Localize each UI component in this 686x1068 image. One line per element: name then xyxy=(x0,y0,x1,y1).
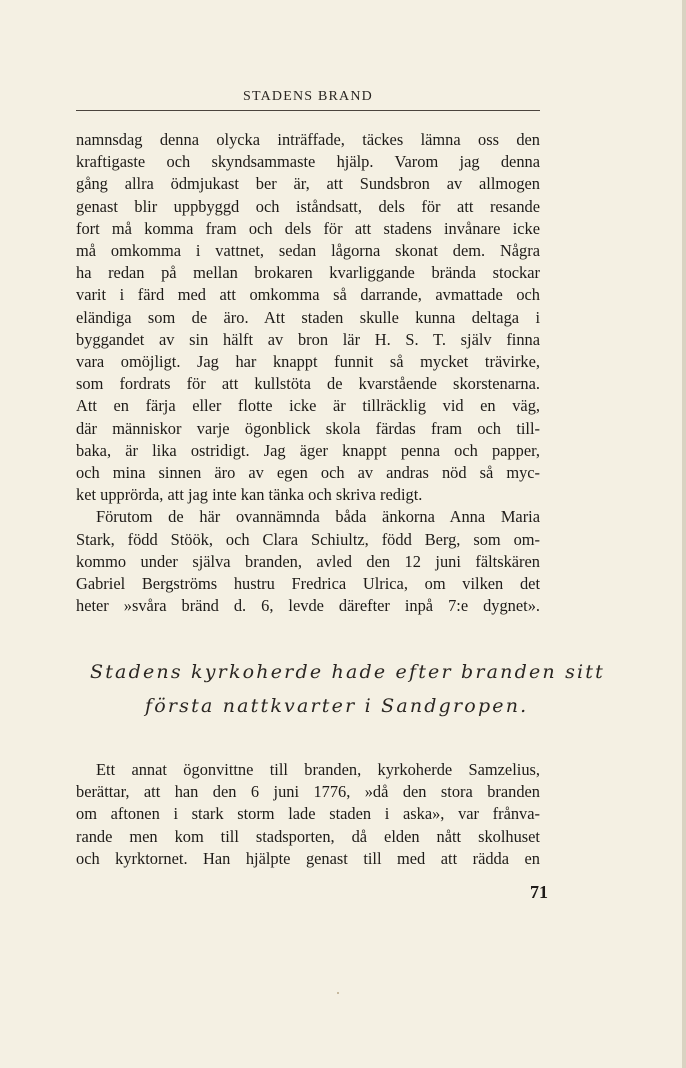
text-line: varit i färd med att omkomma så darrande, avmattade och xyxy=(76,285,540,305)
text-line: Gabriel Bergströms hustru Fredrica Ulrica, om vilken det xyxy=(76,574,540,594)
text-line: genast blir uppbyggd och iståndsatt, dels för att resande xyxy=(76,196,540,216)
text-line: kommo under själva branden, avled den 12 juni fältskären xyxy=(76,551,540,571)
text-line: Att en färja eller flotte icke är tillräcklig vid en väg, xyxy=(76,396,540,416)
text-line: byggandet av sin hälft av bron lär H. S. T. själv finna xyxy=(76,329,540,349)
section-heading xyxy=(90,655,605,723)
page-edge xyxy=(682,0,686,1068)
text-line: ket upprörda, att jag inte kan tänka och skriva redigt. xyxy=(76,485,423,505)
page-number: 71 xyxy=(530,882,548,902)
section-heading-line: Stadens kyrkoherde hade efter branden sitt xyxy=(90,661,605,683)
body-text-top xyxy=(76,129,540,617)
paragraph-eyewitness xyxy=(76,759,540,870)
text-line: fort må komma fram och dels för att stadens invånare icke xyxy=(76,218,540,238)
text-line: namnsdag denna olycka inträffade, täckes lämna oss den xyxy=(76,130,540,149)
text-line: heter »svåra bränd d. 6, levde därefter inpå 7:e dygnet». xyxy=(76,596,540,616)
paragraph-widows xyxy=(76,506,540,617)
text-line: eländiga som de äro. Att staden skulle kunna deltaga i xyxy=(76,307,540,327)
text-line: vara omöjligt. Jag har knappt funnit så mycket trävirke, xyxy=(76,352,540,372)
text-line: gång allra ödmjukast ber är, att Sundsbron av allmogen xyxy=(76,174,540,194)
text-line: Stark, född Stöök, och Clara Schiultz, född Berg, som om- xyxy=(76,529,540,549)
paragraph-continued xyxy=(76,129,540,506)
paper-speck xyxy=(337,992,339,994)
section-heading-line: första nattkvarter i Sandgropen. xyxy=(145,695,529,717)
text-line: Ett annat ögonvittne till branden, kyrkoherde Samzelius, xyxy=(96,760,540,779)
text-line: Förutom de här ovannämnda båda änkorna Anna Maria xyxy=(96,507,540,527)
text-line: och kyrktornet. Han hjälpte genast till med att rädda en xyxy=(76,848,540,868)
text-line: ha redan på mellan brokaren kvarliggande brända stockar xyxy=(76,263,540,283)
text-line: må omkomma i vattnet, sedan lågorna skonat dem. Några xyxy=(76,241,540,261)
body-text-bottom xyxy=(76,759,540,870)
header-rule xyxy=(76,110,540,111)
text-line: där människor varje ögonblick skola färdas fram och till- xyxy=(76,418,540,438)
text-line: om aftonen i stark storm lade staden i aska», var frånva- xyxy=(76,804,540,824)
running-head: STADENS BRAND xyxy=(243,89,373,104)
text-line: som fordrats för att kullstöta de kvarstående skorstenarna. xyxy=(76,374,540,394)
text-line: rande men kom till stadsporten, då elden nått skolhuset xyxy=(76,826,540,846)
text-line: berättar, att han den 6 juni 1776, »då den stora branden xyxy=(76,782,540,802)
text-line: baka, är lika ostridigt. Jag äger knappt penna och papper, xyxy=(76,440,540,460)
text-line: kraftigaste och skyndsammaste hjälp. Varom jag denna xyxy=(76,152,540,172)
text-line: och mina sinnen äro av egen och av andras nöd så myc- xyxy=(76,463,540,483)
